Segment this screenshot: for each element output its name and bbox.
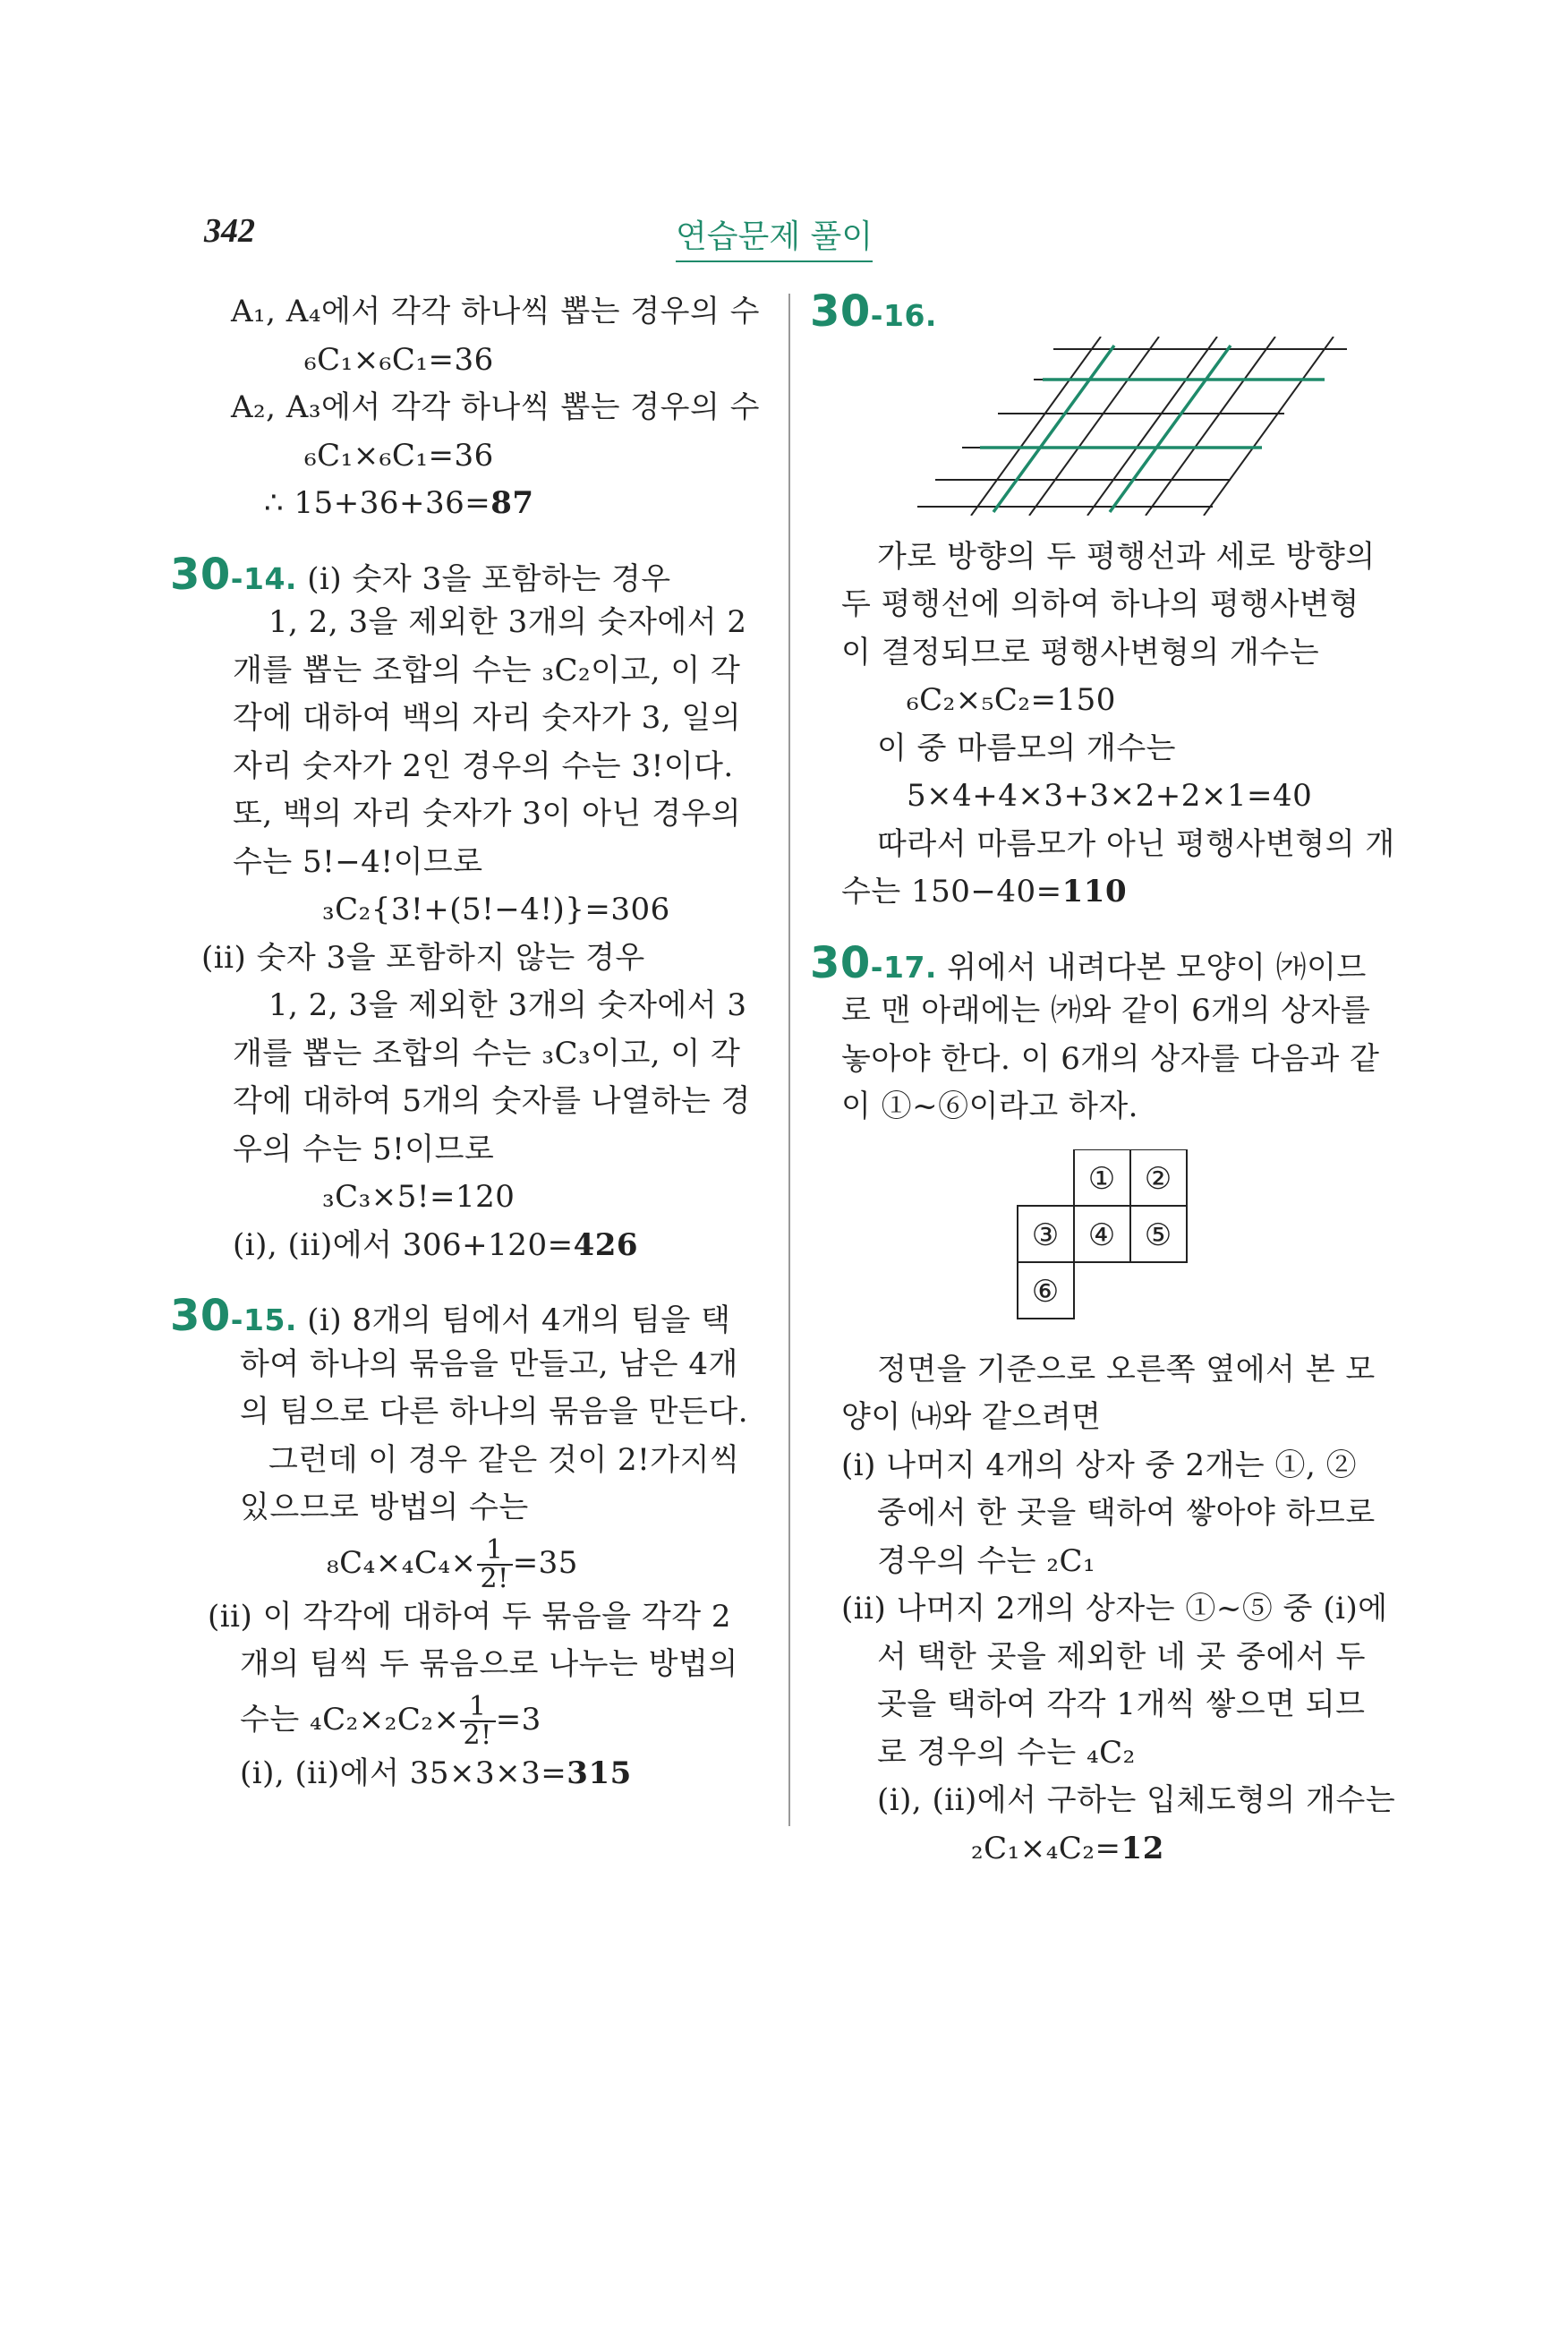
- equation-line: ₆C₁×₆C₁=36: [304, 437, 494, 474]
- text-line: (i), (ii)에서 구하는 입체도형의 개수는: [877, 1782, 1396, 1818]
- problem-15-heading: [170, 1293, 761, 1341]
- page-number: 342: [204, 212, 255, 250]
- text-line: 서 택한 곳을 제외한 네 곳 중에서 두: [877, 1638, 1366, 1675]
- text-line: 각에 대하여 5개의 숫자를 나열하는 경: [233, 1083, 751, 1119]
- equation-line: (i), (ii)에서 306+120=426: [233, 1226, 639, 1263]
- text-line: 각에 대하여 백의 자리 숫자가 3, 일의: [233, 700, 742, 736]
- text-line: 개를 뽑는 조합의 수는 ₃C₃이고, 이 각: [233, 1035, 741, 1072]
- text-line: 정면을 기준으로 오른쪽 옆에서 본 모: [877, 1351, 1376, 1388]
- text-line: 1, 2, 3을 제외한 3개의 숫자에서 3: [268, 987, 747, 1023]
- equation-line: ∴ 15+36+36=87: [264, 485, 534, 521]
- text-line: 위에서 내려다본 모양이 ㈎이므: [947, 949, 1367, 986]
- problem-number: 30: [810, 937, 871, 988]
- text-line: (i) 8개의 팀에서 4개의 팀을 택: [307, 1302, 731, 1338]
- equation-line: ₃C₂{3!+(5!−4!)}=306: [322, 892, 670, 927]
- equation-line: 수는 150−40=110: [841, 874, 1128, 909]
- text-line: 개를 뽑는 조합의 수는 ₃C₂이고, 이 각: [233, 652, 741, 688]
- cell-label-3: ③: [1031, 1217, 1060, 1253]
- text-line: 있으므로 방법의 수는: [240, 1490, 529, 1525]
- text-line: 우의 수는 5!이므로: [233, 1131, 495, 1167]
- text-line: 중에서 한 곳을 택하여 쌓아야 하므로: [877, 1495, 1376, 1531]
- parallel-lines-figure: [810, 337, 1401, 516]
- fraction: [460, 1690, 496, 1751]
- fraction-denominator: 2!: [480, 1562, 509, 1594]
- cell-label-1: ①: [1087, 1160, 1116, 1197]
- text-line: 또, 백의 자리 숫자가 3이 아닌 경우의: [233, 796, 742, 832]
- answer: 315: [567, 1755, 632, 1791]
- equation-line: ₃C₃×5!=120: [322, 1179, 516, 1215]
- text-line: 곳을 택하여 각각 1개씩 쌓으면 되므: [877, 1686, 1366, 1722]
- text-line: 이 ①~⑥이라고 하자.: [841, 1089, 1138, 1124]
- cell-label-6: ⑥: [1031, 1273, 1060, 1310]
- problem-number: 30: [810, 286, 871, 337]
- fraction: [477, 1533, 513, 1594]
- equation-line: 수는 ₄C₂×₂C₂× $\frac{1}{2!}$ =3: [240, 1690, 541, 1751]
- fraction-numerator: 1: [460, 1694, 496, 1722]
- equation-line: ₆C₂×₅C₂=150: [907, 682, 1116, 718]
- text-line: 하여 하나의 묶음을 만들고, 남은 4개: [240, 1345, 738, 1382]
- text-line: (ii) 숫자 3을 포함하지 않는 경우: [201, 939, 645, 976]
- text-line: 1, 2, 3을 제외한 3개의 숫자에서 2: [268, 604, 747, 640]
- cell-label-4: ④: [1087, 1217, 1116, 1253]
- equation-line: ₂C₁×₄C₂=12: [971, 1830, 1164, 1866]
- text-line: 그런데 이 경우 같은 것이 2!가지씩: [268, 1441, 740, 1478]
- text-line: (i) 숫자 3을 포함하는 경우: [307, 560, 671, 597]
- text-line: 수는 5!−4!이므로: [233, 843, 483, 880]
- text-line: 따라서 마름모가 아닌 평행사변형의 개: [877, 825, 1395, 862]
- equation-line: ₈C₄×₄C₄× $\frac{1}{2!}$ =35: [327, 1533, 578, 1594]
- answer: 110: [1061, 874, 1128, 909]
- text-line: 로 맨 아래에는 ㈎와 같이 6개의 상자를: [841, 993, 1371, 1029]
- equation-line: 5×4+4×3+3×2+2×1=40: [907, 778, 1313, 814]
- equation-line: (i), (ii)에서 35×3×3=315: [240, 1755, 632, 1791]
- box-grid-diagram: [810, 1149, 1401, 1337]
- problem-14-heading: [170, 551, 761, 600]
- problem-subnumber: -16.: [870, 298, 937, 333]
- text-line: 이 결정되므로 평행사변형의 개수는: [841, 634, 1320, 670]
- parallel-lines-diagram: [810, 337, 1401, 516]
- text-line: A₁, A₄에서 각각 하나씩 뽑는 경우의 수: [231, 294, 760, 329]
- text-line: (ii) 나머지 2개의 상자는 ①~⑤ 중 (i)에: [841, 1591, 1388, 1627]
- text-line: (ii) 이 각각에 대하여 두 묶음을 각각 2: [208, 1598, 732, 1635]
- problem-subnumber: -15.: [230, 1302, 297, 1337]
- equation-line: 경우의 수는 ₂C₁: [877, 1542, 1096, 1579]
- fraction-numerator: 1: [477, 1537, 513, 1566]
- text-line: 의 팀으로 다른 하나의 묶음을 만든다.: [240, 1394, 749, 1430]
- text-line: 놓아야 한다. 이 6개의 상자를 다음과 같: [841, 1040, 1380, 1077]
- equation-line: 로 경우의 수는 ₄C₂: [877, 1734, 1136, 1771]
- running-title: 연습문제 풀이: [676, 211, 873, 262]
- problem-17-heading: [810, 937, 1401, 988]
- text-line: 이 중 마름모의 개수는: [877, 730, 1177, 766]
- fraction-denominator: 2!: [463, 1719, 492, 1751]
- column-divider: [788, 294, 790, 1826]
- box-layout-figure: [810, 1149, 1401, 1346]
- text-line: 가로 방향의 두 평행선과 세로 방향의: [877, 538, 1376, 575]
- answer: 426: [573, 1226, 639, 1263]
- problem-number: 30: [170, 1291, 231, 1341]
- text-line: (i) 나머지 4개의 상자 중 2개는 ①, ②: [841, 1447, 1358, 1483]
- text-line: 두 평행선에 의하여 하나의 평행사변형: [841, 586, 1359, 622]
- equation-line: ₆C₁×₆C₁=36: [304, 341, 494, 378]
- problem-subnumber: -14.: [230, 560, 297, 596]
- text-line: 개의 팀씩 두 묶음으로 나누는 방법의: [240, 1646, 738, 1682]
- text-line: 자리 숫자가 2인 경우의 수는 3!이다.: [233, 747, 734, 784]
- problem-16-heading: [810, 288, 1401, 337]
- answer: 12: [1121, 1830, 1164, 1866]
- cell-label-2: ②: [1144, 1160, 1172, 1197]
- problem-number: 30: [170, 549, 231, 600]
- text-line: A₂, A₃에서 각각 하나씩 뽑는 경우의 수: [231, 389, 760, 425]
- right-column: [810, 288, 1401, 1873]
- left-column: [170, 288, 761, 1797]
- text-line: 양이 ㈏와 같으려면: [841, 1399, 1102, 1435]
- cell-label-5: ⑤: [1144, 1217, 1172, 1253]
- problem-subnumber: -17.: [870, 949, 937, 985]
- answer: 87: [490, 485, 534, 521]
